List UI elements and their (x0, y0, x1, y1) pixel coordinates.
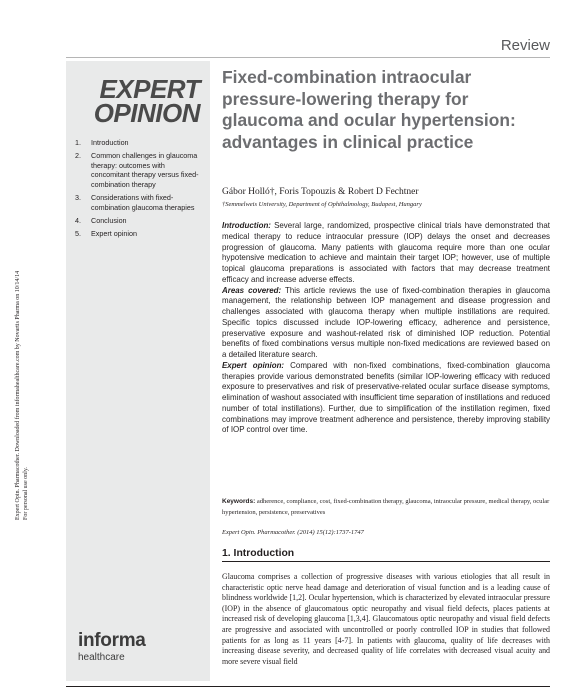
publisher-logo (78, 631, 146, 664)
toc-label: Introduction (91, 138, 129, 147)
keywords-label: Keywords: (222, 498, 256, 505)
toc-label: Common challenges in glaucoma therapy: outcomes with concomitant therapy versus fixed-combination therapy (91, 151, 199, 189)
publisher-name: informa (78, 630, 146, 651)
toc-item-introduction[interactable] (75, 138, 205, 148)
keywords (222, 497, 550, 518)
journal-logo (76, 74, 200, 128)
keywords-text: adherence, compliance, cost, fixed-combination therapy, glaucoma, intraocular pressure, medical therapy, ocular hypertension, persistence, preservatives (222, 498, 550, 516)
section-heading: 1. Introduction (222, 548, 550, 562)
toc-number: 5. (75, 228, 81, 238)
toc-item-common-challenges[interactable] (75, 151, 205, 189)
toc-label: Expert opinion (91, 228, 137, 238)
journal-logo-line2: OPINION (93, 98, 200, 128)
abstract-heading: Areas covered: (222, 285, 282, 295)
table-of-contents (75, 138, 205, 242)
publisher-sub: healthcare (78, 652, 125, 663)
abstract (222, 221, 550, 436)
header-rule (66, 57, 550, 58)
abstract-introduction (222, 221, 550, 286)
abstract-heading: Introduction: (222, 221, 271, 230)
footer-rule (66, 686, 550, 687)
toc-number: 4. (75, 215, 81, 225)
abstract-expert-opinion (222, 361, 550, 436)
abstract-heading: Expert opinion: (222, 360, 285, 370)
journal-logo-line1: EXPERT (99, 74, 200, 104)
article-title: Fixed-combination intraocular pressure-lowering therapy for glaucoma and ocular hypertension: advantages in clinical practice (222, 67, 516, 152)
toc-label: Conclusion (91, 215, 127, 225)
sidebar (66, 61, 210, 681)
abstract-text: Compared with non-fixed combinations, fixed-combination glaucoma therapies provide various demonstrated benefits (similar IOP-lowering efficacy with reduced exposure to preservatives and risk of preservative-related ocular surface disease symptoms, elimination of washout associated with insufficient time separation of instillations and reduced number of total instillations). Further, due to simplification of the instillation regimen, fixed combinations may improve treatment adherence and persistence, thereby improving stability of IOP control over time. (222, 360, 550, 435)
toc-item-considerations[interactable] (75, 193, 205, 212)
toc-number: 1. (75, 138, 81, 147)
citation: Expert Opin. Pharmacother. (2014) 15(12):1737-1747 (222, 529, 364, 536)
download-note-line1: Expert Opin. Pharmacother. Downloaded from informahealthcare.com by Novartis Pharma on 10/14/14 (15, 270, 21, 520)
toc-number: 3. (75, 192, 81, 202)
article-authors: Gábor Holló†, Foris Topouzis & Robert D Fechtner (222, 187, 419, 197)
toc-item-conclusion[interactable] (75, 216, 205, 226)
toc-number: 2. (75, 151, 81, 161)
download-note-line2: For personal use only. (23, 467, 29, 520)
abstract-text: This article reviews the use of fixed-combination therapies in glaucoma management, the relationship between IOP management and disease progression and challenges associated with glaucoma therapy when multiple instillations are required. Specific topics discussed include IOP-lowering efficacy, adherence and persistence, preservative exposure and washout-related risk of diminished IOP reduction. Potential benefits of fixed combinations versus multiple non-fixed medications are reviewed based on a detailed literature search. (222, 285, 550, 359)
download-note (14, 271, 30, 520)
introduction-body: Glaucoma comprises a collection of progressive diseases with various etiologies that all result in characteristic optic nerve head damage and deterioration of visual function and is a leading cause of blindness worldwide [1,2]. Ocular hypertension, which is characterized by elevated intraocular pressure (IOP) in the absence of glaucomatous optic neuropathy and visual field defects, places patients at increased risk of developing glaucoma [1,3,4]. Glaucomatous optic neuropathy and visual field defects are progressive and associated with uncontrolled or poorly controlled IOP in studies that followed patients for as long as 11 years [4-7]. In patients with glaucoma, quality of life decreases with increasing disease severity, and decreased quality of life correlates with decreased visual acuity and more severe visual field (222, 572, 550, 666)
section-label: Review (500, 37, 550, 54)
toc-item-expert-opinion[interactable] (75, 229, 205, 239)
author-affiliation: †Semmelweis University, Department of Ophthalmology, Budapest, Hungary (222, 201, 422, 208)
abstract-areas-covered (222, 286, 550, 361)
toc-label: Considerations with fixed-combination glaucoma therapies (91, 192, 195, 212)
abstract-text: Several large, randomized, prospective clinical trials have demonstrated that medical therapy to reduce intraocular pressure (IOP) delays the onset and decreases progression of glaucoma. Many patients with glaucoma require more than one ocular hypotensive medication to achieve and maintain their target IOP; however, use of multiple topical glaucoma preparations is associated with factors that may decrease treatment efficacy and increase adverse effects. (222, 221, 550, 284)
